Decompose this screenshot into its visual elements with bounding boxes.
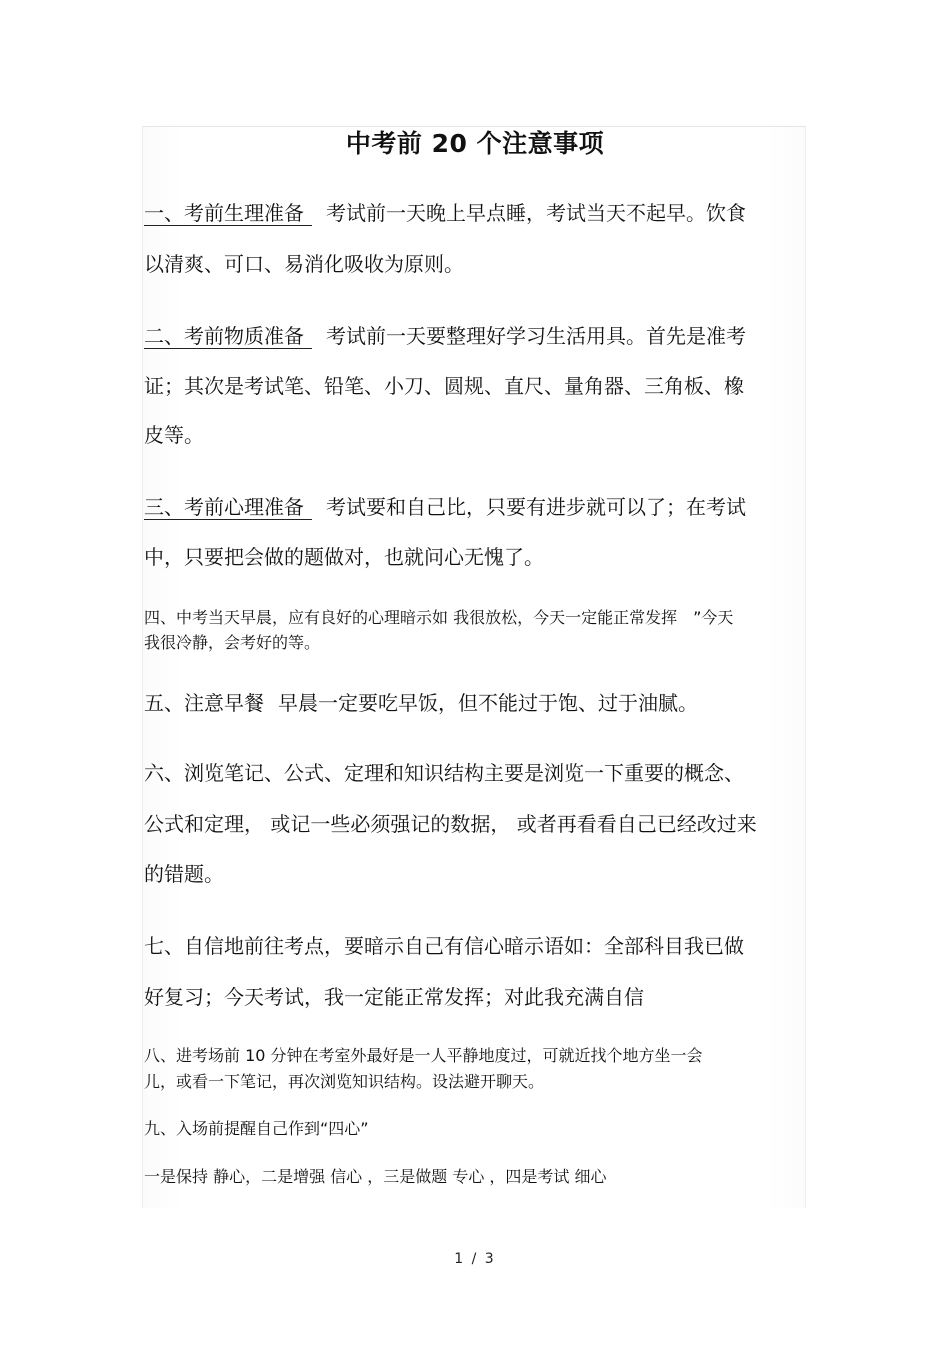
item-1-heading: 一、考前生理准备 [144, 201, 312, 226]
item-2-line-2: 证；其次是考试笔、铅笔、小刀、圆规、直尺、量角器、三角板、橡 [144, 374, 744, 398]
item-8-line-1: 八、进考场前 10 分钟在考室外最好是一人平静地度过，可就近找个地方坐一会 [144, 1046, 703, 1065]
item-5-heading: 五、注意早餐 [144, 691, 264, 715]
item-2-text-1: 考试前一天要整理好学习生活用具。首先是准考 [326, 324, 746, 348]
page-indicator: 1 / 3 [454, 1251, 496, 1267]
item-7-line-2: 好复习；今天考试，我一定能正常发挥；对此我充满自信 [144, 985, 644, 1009]
item-2-heading: 二、考前物质准备 [144, 324, 312, 349]
item-3-line-1 [144, 494, 746, 520]
item-1-text-1: 考试前一天晚上早点睡，考试当天不起早。饮食 [326, 201, 746, 225]
item-9-line-1: 九、入场前提醒自己作到“四心” [144, 1119, 369, 1138]
item-3-heading: 三、考前心理准备 [144, 495, 312, 520]
item-10-line-1: 一是保持 静心，二是增强 信心 ，三是做题 专心 ，四是考试 细心 [144, 1167, 607, 1186]
item-1-line-1 [144, 200, 746, 226]
item-5-text-1: 早晨一定要吃早饭，但不能过于饱、过于油腻。 [278, 691, 698, 715]
item-2-line-1 [144, 323, 746, 349]
item-3-line-2: 中，只要把会做的题做对，也就问心无愧了。 [144, 545, 544, 569]
item-6-line-2: 公式和定理， 或记一些必须强记的数据， 或者再看看自己已经改过来 [144, 812, 757, 836]
document-title: 中考前 20 个注意事项 [345, 129, 605, 158]
item-2-line-3: 皮等。 [144, 423, 204, 447]
item-7-line-1: 七、自信地前往考点，要暗示自己有信心暗示语如：全部科目我已做 [144, 934, 744, 958]
item-6-line-1: 六、浏览笔记、公式、定理和知识结构主要是浏览一下重要的概念、 [144, 761, 744, 785]
item-4-line-2: 我很冷静，会考好的等。 [144, 633, 321, 652]
item-4-line-1: 四、中考当天早晨，应有良好的心理暗示如 我很放松，今天一定能正常发挥 ”今天 [144, 608, 734, 627]
item-8-line-2: 儿，或看一下笔记，再次浏览知识结构。设法避开聊天。 [144, 1072, 545, 1091]
item-6-line-3: 的错题。 [144, 862, 224, 886]
item-3-text-1: 考试要和自己比，只要有进步就可以了；在考试 [326, 495, 746, 519]
item-1-line-2: 以清爽、可口、易消化吸收为原则。 [144, 252, 464, 276]
item-5-line-1 [144, 690, 698, 716]
